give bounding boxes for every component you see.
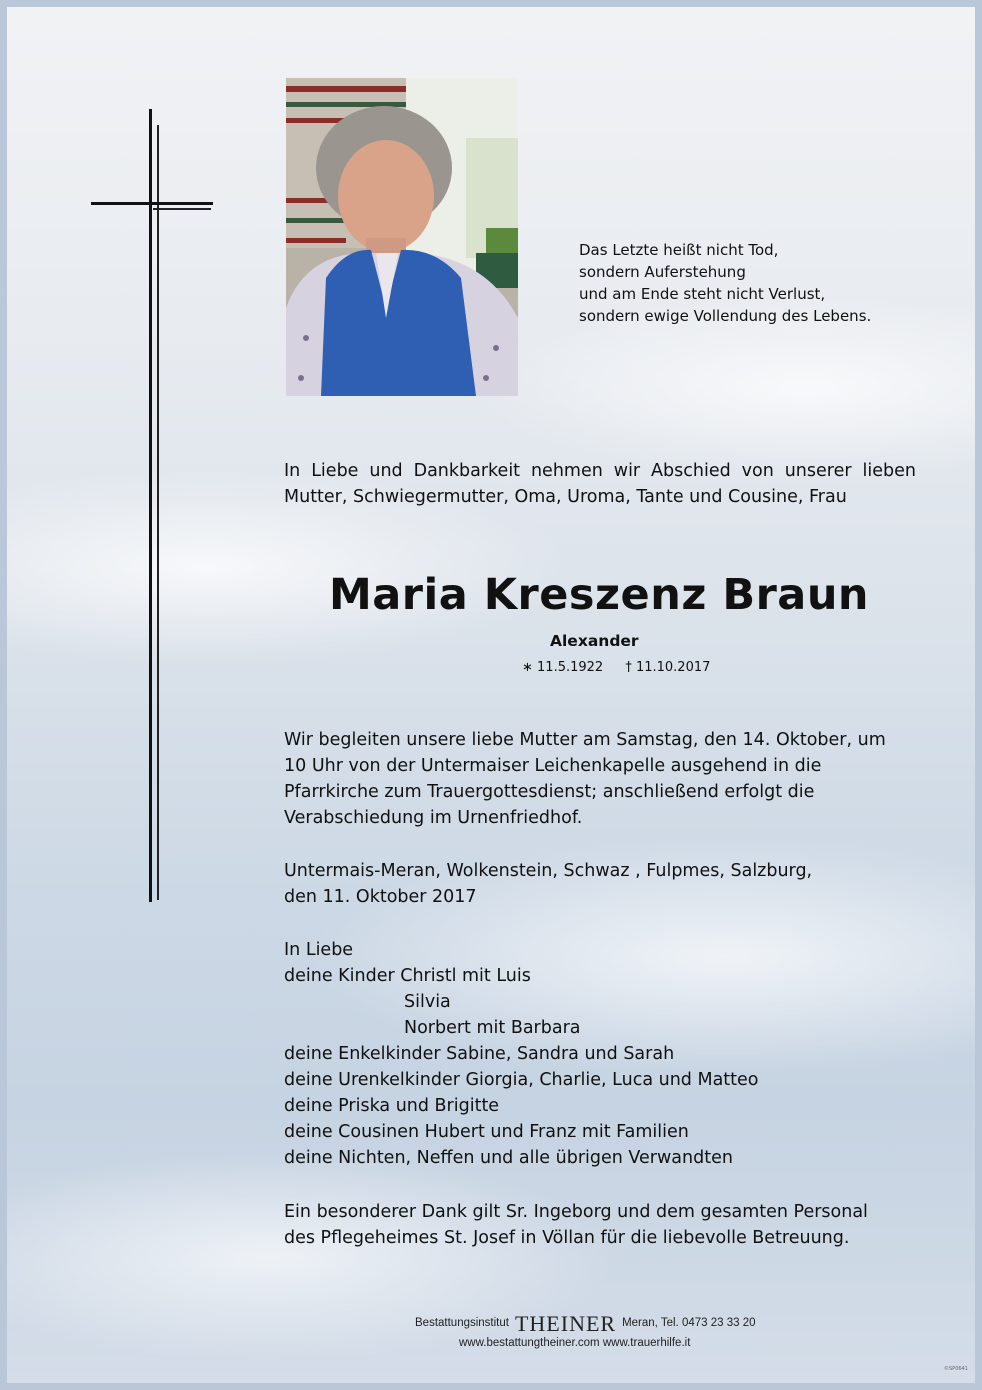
cross-shadow-vertical bbox=[157, 125, 159, 900]
mourners-line: deine Cousinen Hubert und Franz mit Familien bbox=[284, 1122, 689, 1142]
mourners-line: deine Urenkelkinder Giorgia, Charlie, Luca und Matteo bbox=[284, 1070, 759, 1090]
cross-icon bbox=[149, 109, 152, 902]
place-and-date bbox=[284, 858, 924, 910]
cross-beam bbox=[91, 202, 213, 205]
mourners-children-more: Silvia bbox=[404, 992, 451, 1012]
cross-shadow-horizontal bbox=[153, 208, 211, 210]
portrait-photo bbox=[286, 78, 518, 396]
quote-block bbox=[579, 239, 909, 327]
death-date: † 11.10.2017 bbox=[625, 660, 711, 675]
mourners-line: deine Nichten, Neffen und alle übrigen Verwandten bbox=[284, 1148, 733, 1168]
mourners-children-more: Norbert mit Barbara bbox=[404, 1018, 581, 1038]
portrait-image bbox=[286, 78, 518, 396]
intro-text bbox=[284, 458, 916, 510]
quote-line: sondern ewige Vollendung des Lebens. bbox=[579, 307, 872, 325]
mourners-children: deine Kinder Christl mit Luis bbox=[284, 966, 531, 986]
date-line: den 11. Oktober 2017 bbox=[284, 887, 477, 907]
mourners-line: deine Priska und Brigitte bbox=[284, 1096, 500, 1116]
intro-word: nehmen bbox=[530, 461, 603, 481]
intro-word: unserer bbox=[784, 461, 852, 481]
thanks-note bbox=[284, 1199, 924, 1251]
funeral-line: Wir begleiten unsere liebe Mutter am Samstag, den 14. Oktober, um bbox=[284, 730, 886, 750]
mourners-line: deine Enkelkinder Sabine, Sandra und Sarah bbox=[284, 1044, 675, 1064]
quote-line: und am Ende steht nicht Verlust, bbox=[579, 285, 826, 303]
intro-line-2: Mutter, Schwiegermutter, Oma, Uroma, Tante und Cousine, Frau bbox=[284, 487, 847, 507]
funeral-line: Pfarrkirche zum Trauergottesdienst; anschließend erfolgt die bbox=[284, 782, 815, 802]
print-code: ©SP0641 bbox=[944, 1366, 968, 1372]
mourners-list bbox=[284, 937, 924, 1171]
thanks-line: des Pflegeheimes St. Josef in Völlan für die liebevolle Betreuung. bbox=[284, 1228, 850, 1248]
mourners-opening: In Liebe bbox=[284, 940, 354, 960]
footer-brand-logo: THEINER bbox=[514, 1311, 617, 1336]
life-dates bbox=[522, 658, 710, 678]
intro-word: und bbox=[369, 461, 403, 481]
quote-line: sondern Auferstehung bbox=[579, 263, 746, 281]
intro-word: von bbox=[741, 461, 774, 481]
thanks-line: Ein besonderer Dank gilt Sr. Ingeborg und dem gesamten Personal bbox=[284, 1202, 868, 1222]
intro-word: In bbox=[284, 461, 301, 481]
footer-websites: www.bestattungtheiner.com www.trauerhilfe.it bbox=[459, 1337, 691, 1349]
intro-word: lieben bbox=[862, 461, 916, 481]
funeral-line: Verabschiedung im Urnenfriedhof. bbox=[284, 808, 583, 828]
second-name: Alexander bbox=[550, 632, 639, 650]
footer-imprint bbox=[415, 1311, 756, 1335]
footer-prefix: Bestattungsinstitut bbox=[415, 1317, 509, 1329]
intro-word: wir bbox=[613, 461, 641, 481]
intro-line-1 bbox=[284, 458, 916, 484]
footer-contact: Meran, Tel. 0473 23 33 20 bbox=[622, 1317, 756, 1329]
intro-word: Dankbarkeit bbox=[413, 461, 521, 481]
place-line: Untermais-Meran, Wolkenstein, Schwaz , Fulpmes, Salzburg, bbox=[284, 861, 813, 881]
intro-word: Liebe bbox=[311, 461, 359, 481]
funeral-line: 10 Uhr von der Untermaiser Leichenkapelle ausgehend in die bbox=[284, 756, 822, 776]
funeral-announcement bbox=[284, 727, 924, 831]
quote-line: Das Letzte heißt nicht Tod, bbox=[579, 241, 779, 259]
birth-date: ∗ 11.5.1922 bbox=[522, 660, 604, 675]
intro-word: Abschied bbox=[651, 461, 731, 481]
deceased-name: Maria Kreszenz Braun bbox=[329, 570, 870, 620]
